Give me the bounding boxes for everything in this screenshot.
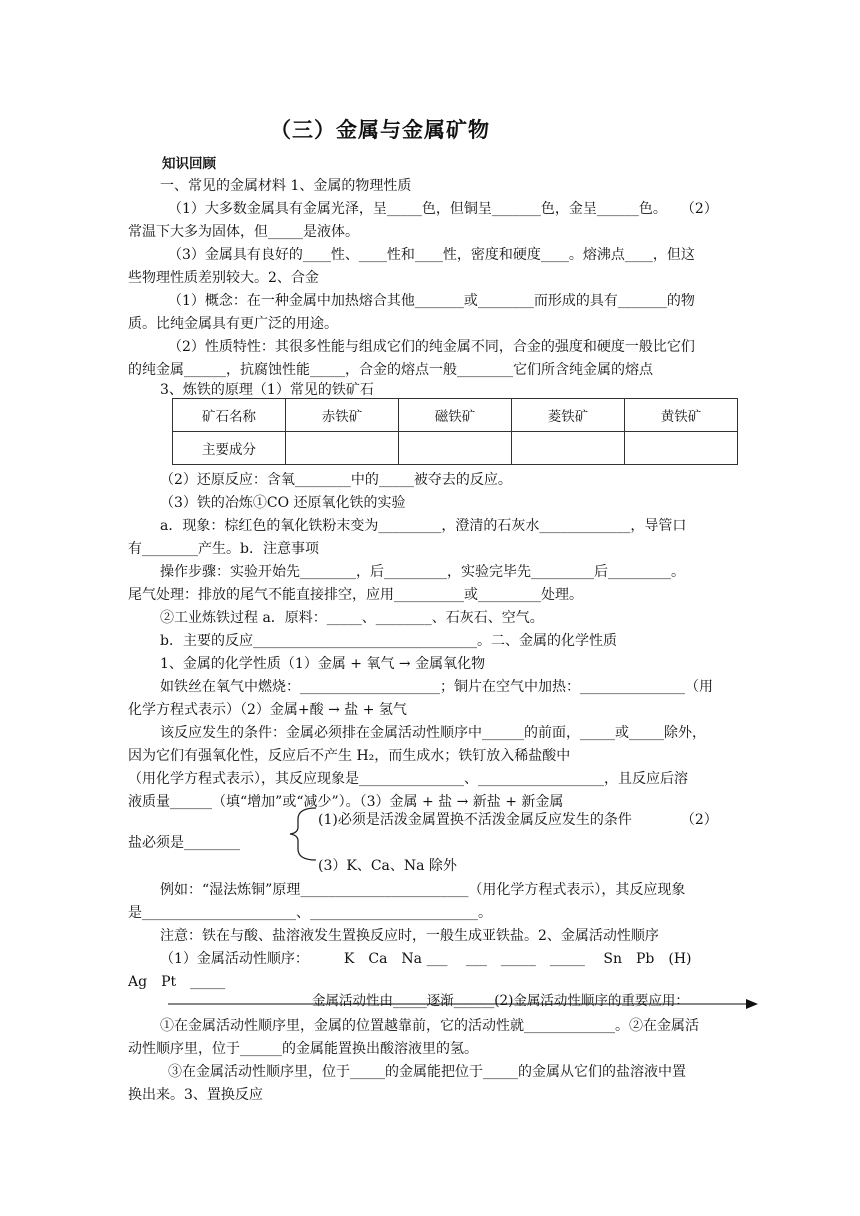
- table-cell: 矿石名称: [173, 399, 286, 432]
- curly-brace: [268, 805, 318, 863]
- text-line: 该反应发生的条件：金属必须排在金属活动性顺序中______的前面，_____或_____除外，: [160, 725, 706, 741]
- text-line: Ag Pt _____: [128, 974, 226, 990]
- text-line: 因为它们有强氧化性，反应后不产生 H₂，而生成水；铁钉放入稀盐酸中: [128, 748, 571, 764]
- section-heading: 知识回顾: [162, 156, 216, 172]
- text-line: 1、金属的化学性质（1）金属 + 氧气 → 金属氧化物: [160, 656, 486, 672]
- text-line: 尾气处理：排放的尾气不能直接排空，应用__________或_________处理。: [128, 587, 583, 603]
- text-line: （3）金属具有良好的____性、____性和____性，密度和硬度____。熔沸点____，但这: [168, 247, 695, 263]
- page-title: （三）金属与金属矿物: [270, 118, 490, 142]
- table-cell-blank: [512, 432, 625, 465]
- text-line: 些物理性质差别较大。2、合金: [128, 270, 319, 286]
- table-cell-blank: [286, 432, 399, 465]
- text-line: ②工业炼铁过程 a．原料：_____、________、石灰石、空气。: [160, 610, 544, 626]
- text-line: 有________产生。b．注意事项: [128, 541, 319, 557]
- table-cell: 菱铁矿: [512, 399, 625, 432]
- text-line: 注意：铁在与酸、盐溶液发生置换反应时，一般生成亚铁盐。2、金属活动性顺序: [160, 928, 659, 944]
- table-cell-blank: [625, 432, 738, 465]
- table-cell: 磁铁矿: [399, 399, 512, 432]
- text-line: a．现象：棕红色的氧化铁粉末变为_________，澄清的石灰水_____________，导管口: [160, 518, 687, 534]
- text-line: 液质量______（填“增加”或“减少”）。（3）金属 + 盐 → 新盐 + 新金属: [128, 794, 564, 810]
- text-line: 化学方程式表示）（2）金属+酸 → 盐 + 氢气: [128, 702, 407, 718]
- table-cell-blank: [399, 432, 512, 465]
- text-line: （1）大多数金属具有金属光泽，呈_____色，但铜呈_______色，金呈______色。 （2）: [168, 201, 718, 217]
- text-line: 一、常见的金属材料 1、金属的物理性质: [160, 178, 412, 194]
- arrow-caption: 金属活动性由_____逐渐______(2)金属活动性顺序的重要应用：: [312, 993, 689, 1009]
- text-line: 3、炼铁的原理（1）常见的铁矿石: [160, 382, 374, 398]
- text-line: （2）还原反应：含氧________中的_____被夺去的反应。: [160, 472, 512, 488]
- text-line: ①在金属活动性顺序里，金属的位置越靠前，它的活动性就_____________。②在金属活: [160, 1018, 699, 1034]
- text-line: 动性顺序里，位于______的金属能置换出酸溶液里的氢。: [128, 1041, 478, 1057]
- text-line: 盐必须是________: [128, 835, 240, 851]
- text-line: b．主要的反应________________________________。二、金属的化学性质: [160, 633, 617, 649]
- text-line: 换出来。3、置换反应: [128, 1087, 263, 1103]
- text-line: （3）铁的冶炼①CO 还原氧化铁的实验: [160, 495, 406, 511]
- table-cell: 主要成分: [173, 432, 286, 465]
- text-line: (1)必须是活泼金属置换不活泼金属反应发生的条件 （2）: [318, 812, 718, 828]
- text-line: 如铁丝在氧气中燃烧：____________________；铜片在空气中加热：_______________（用: [160, 679, 713, 695]
- table-header-row: [173, 399, 738, 432]
- text-line: ③在金属活动性顺序里，位于_____的金属能把位于_____的金属从它们的盐溶液中置: [168, 1064, 686, 1080]
- table-cell: 黄铁矿: [625, 399, 738, 432]
- text-line: （2）性质特性：其很多性能与组成它们的纯金属不同，合金的强度和硬度一般比它们: [168, 339, 695, 355]
- text-line: 的纯金属______，抗腐蚀性能_____，合金的熔点一般________它们所含纯金属的熔点: [128, 362, 653, 378]
- text-line: （1）概念：在一种金属中加热熔合其他_______或________而形成的具有_______的物: [168, 293, 695, 309]
- text-line: (3）K、Ca、Na 除外: [318, 858, 457, 874]
- text-line: 是______________________、________________________。: [128, 905, 492, 921]
- text-line: 常温下大多为固体，但_____是液体。: [128, 224, 359, 240]
- text-line: 质。比纯金属具有更广泛的用途。: [128, 316, 338, 332]
- text-line: （用化学方程式表示），其反应现象是_______________、__________________，且反应后溶: [128, 771, 688, 787]
- text-line: 操作步骤：实验开始先________，后_________，实验完毕先_________后_________。: [160, 564, 685, 580]
- table-cell: 赤铁矿: [286, 399, 399, 432]
- table-row: [173, 432, 738, 465]
- iron-ore-table: [172, 398, 738, 465]
- text-line: 例如：“湿法炼铜”原理________________________（用化学方程式表示），其反应现象: [160, 882, 686, 898]
- text-line: （1）金属活动性顺序： K Ca Na ___ ___ _____ _____ Sn Pb (H): [160, 951, 692, 967]
